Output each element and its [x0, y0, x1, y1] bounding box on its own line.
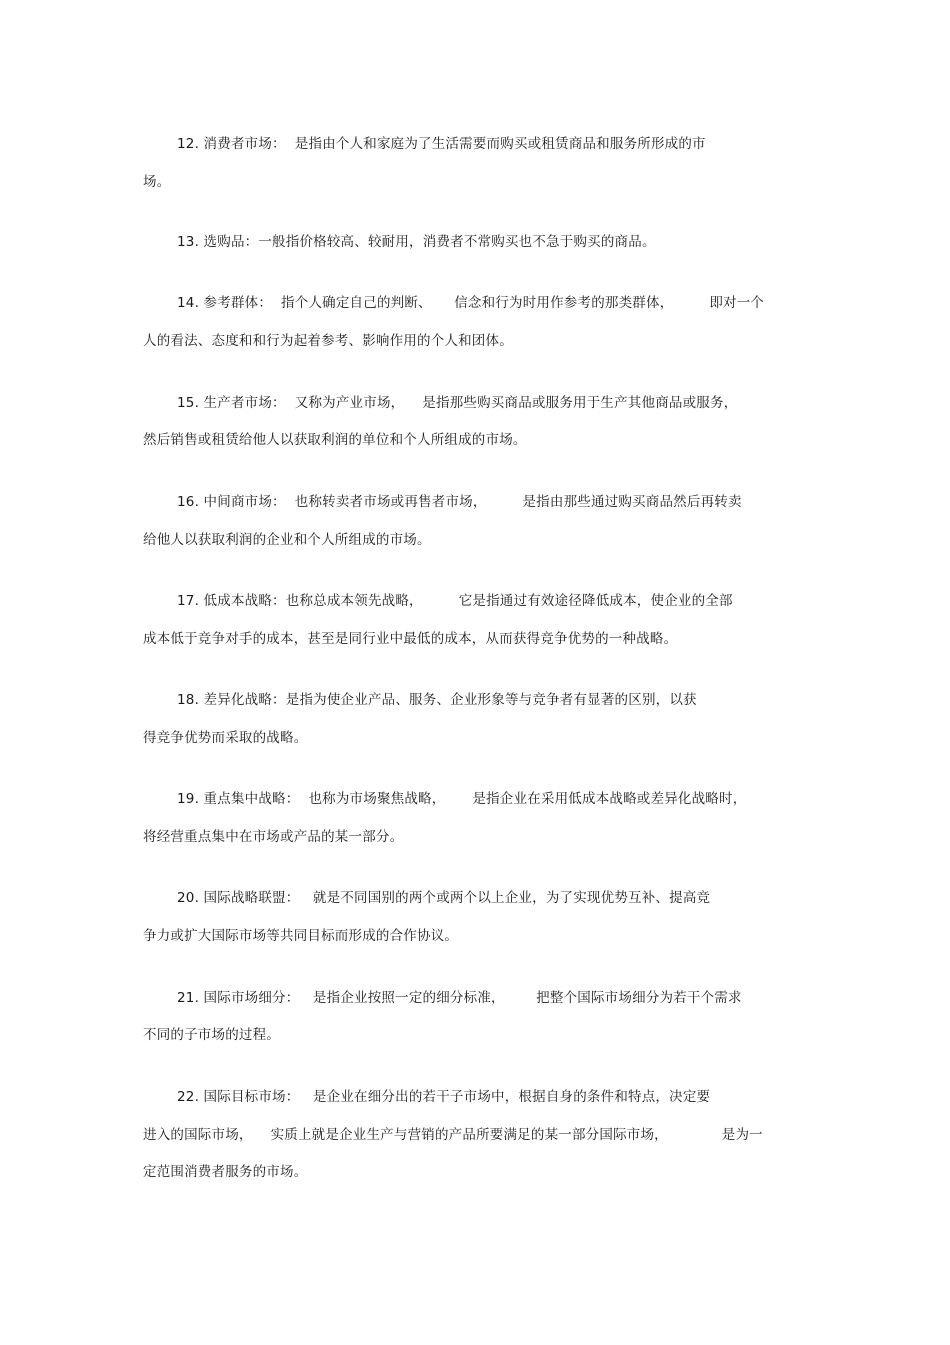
entry-14-line-1: 14. 参考群体： 指个人确定自己的判断、 信念和行为时用作参考的那类群体， 即对一个	[177, 295, 765, 311]
entry-17-line-2: 成本低于竞争对手的成本，甚至是同行业中最低的成本，从而获得竞争优势的一种战略。	[143, 631, 678, 647]
entry-19-line-2: 将经营重点集中在市场或产品的某一部分。	[143, 829, 404, 845]
entry-20-line-2: 争力或扩大国际市场等共同目标而形成的合作协议。	[143, 928, 459, 944]
entry-12-line-2: 场。	[143, 174, 171, 190]
entry-12-line-1: 12. 消费者市场： 是指由个人和家庭为了生活需要而购买或租赁商品和服务所形成的市	[177, 136, 706, 152]
entry-22-line-3: 定范围消费者服务的市场。	[143, 1164, 308, 1180]
entry-20-line-1: 20. 国际战略联盟： 就是不同国别的两个或两个以上企业，为了实现优势互补、提高竞	[177, 890, 711, 906]
entry-18-line-2: 得竞争优势而采取的战略。	[143, 730, 308, 746]
entry-15-line-1: 15. 生产者市场： 又称为产业市场， 是指那些购买商品或服务用于生产其他商品或服务，	[177, 395, 738, 411]
entry-14-line-2: 人的看法、态度和和行为起着参考、影响作用的个人和团体。	[143, 333, 513, 349]
entry-15-line-2: 然后销售或租赁给他人以获取利润的单位和个人所组成的市场。	[143, 432, 527, 448]
entry-22-line-2: 进入的国际市场， 实质上就是企业生产与营销的产品所要满足的某一部分国际市场， 是为一	[143, 1127, 763, 1143]
entry-16-line-2: 给他人以获取利润的企业和个人所组成的市场。	[143, 532, 431, 548]
entry-18-line-1: 18. 差异化战略：是指为使企业产品、服务、企业形象等与竞争者有显著的区别，以获	[177, 692, 697, 708]
entry-22-line-1: 22. 国际目标市场： 是企业在细分出的若干子市场中，根据自身的条件和特点，决定要	[177, 1089, 711, 1105]
entry-21-line-1: 21. 国际市场细分： 是指企业按照一定的细分标准， 把整个国际市场细分为若干个需求	[177, 990, 742, 1006]
entry-16-line-1: 16. 中间商市场： 也称转卖者市场或再售者市场， 是指由那些通过购买商品然后再转卖	[177, 494, 742, 510]
entry-13-line-1: 13. 选购品：一般指价格较高、较耐用，消费者不常购买也不急于购买的商品。	[177, 234, 656, 250]
entry-21-line-2: 不同的子市场的过程。	[143, 1027, 280, 1043]
entry-19-line-1: 19. 重点集中战略： 也称为市场聚焦战略， 是指企业在采用低成本战略或差异化战略时，	[177, 791, 747, 807]
entry-17-line-1: 17. 低成本战略：也称总成本领先战略， 它是指通过有效途径降低成本，使企业的全部	[177, 593, 733, 609]
